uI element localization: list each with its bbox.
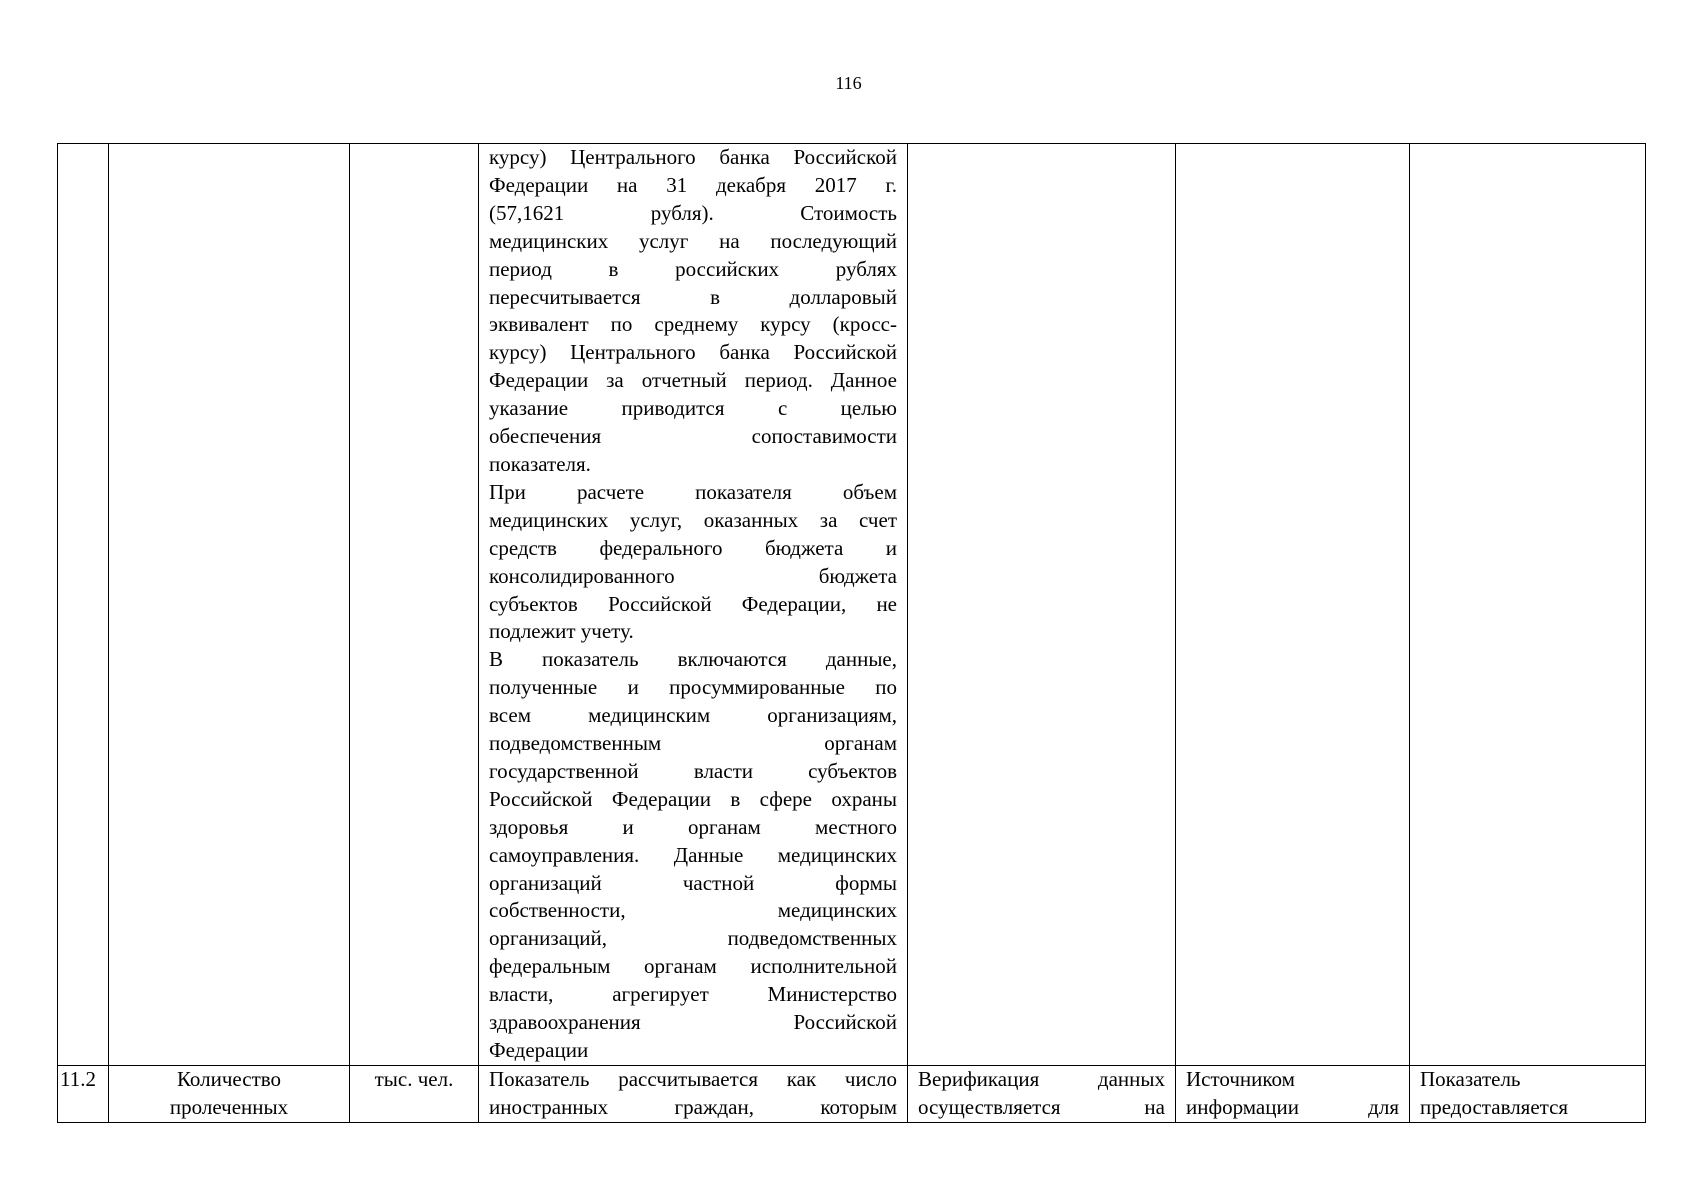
verification-line-1: Верификация данных: [918, 1066, 1165, 1091]
cell-source: [1176, 1065, 1410, 1122]
page-number: 116: [835, 73, 862, 93]
cell-verification: [908, 1065, 1176, 1122]
name-line-1: Количество: [176, 1066, 282, 1091]
methodology-line-2: иностранных граждан, которым: [489, 1094, 897, 1119]
cell-number: [58, 1065, 109, 1122]
methodology-line: организаций частной формы: [489, 870, 897, 895]
methodology-line: консолидированного бюджета: [489, 563, 897, 588]
cell-unit-continued: [350, 144, 479, 1066]
methodology-line: самоуправления. Данные медицинских: [489, 842, 897, 867]
methodology-line: здоровья и органам местного: [489, 814, 897, 839]
cell-methodology: [479, 1065, 908, 1122]
cell-provision-continued: [1410, 144, 1646, 1066]
methodology-line: эквивалент по среднему курсу (кросс-: [489, 312, 897, 337]
name-line-2: пролеченных: [169, 1094, 289, 1119]
methodology-line: Федерации на 31 декабря 2017 г.: [489, 172, 897, 197]
cell-name: [109, 1065, 350, 1122]
methodology-line: собственности, медицинских: [489, 898, 897, 923]
methodology-line: подлежит учету.: [489, 619, 634, 644]
methodology-line: пересчитывается в долларовый: [489, 284, 897, 309]
methodology-line: Федерации: [489, 1038, 589, 1062]
methodology-line: Российской Федерации в сфере охраны: [489, 786, 897, 811]
methodology-line: курсу) Центрального банка Российской: [489, 340, 897, 365]
methodology-line: медицинских услуг, оказанных за счет: [489, 507, 897, 532]
methodology-line-1: Показатель рассчитывается как число: [489, 1066, 897, 1091]
methodology-line: Федерации за отчетный период. Данное: [489, 368, 897, 393]
cell-source-continued: [1176, 144, 1410, 1066]
methodology-line: курсу) Центрального банка Российской: [489, 145, 897, 169]
table-row-continued: [58, 144, 1646, 1066]
methodology-line: субъектов Российской Федерации, не: [489, 591, 897, 616]
cell-verification-continued: [908, 144, 1176, 1066]
methodology-line: (57,1621 рубля). Стоимость: [489, 200, 897, 225]
methodology-line: государственной власти субъектов: [489, 758, 897, 783]
cell-methodology-continued: [479, 144, 908, 1066]
methodology-line: показателя.: [489, 451, 591, 476]
cell-unit: [350, 1065, 479, 1122]
indicator-table: [57, 143, 1646, 1123]
methodology-line: федеральным органам исполнительной: [489, 954, 897, 979]
table-row-11-2: [58, 1065, 1646, 1122]
methodology-line: медицинских услуг на последующий: [489, 228, 897, 253]
cell-name-continued: [109, 144, 350, 1066]
cell-provision: [1410, 1065, 1646, 1122]
methodology-line: здравоохранения Российской: [489, 1010, 897, 1035]
methodology-line: подведомственным органам: [489, 731, 897, 756]
unit-label: тыс. чел.: [374, 1066, 454, 1091]
cell-number-continued: [58, 144, 109, 1066]
methodology-line: обеспечения сопоставимости: [489, 424, 897, 449]
methodology-text: [489, 144, 897, 1065]
methodology-line: указание приводится с целью: [489, 396, 897, 421]
methodology-line: В показатель включаются данные,: [489, 647, 897, 672]
methodology-line: всем медицинским организациям,: [489, 703, 897, 728]
row-number: 11.2: [60, 1066, 96, 1091]
methodology-line: полученные и просуммированные по: [489, 675, 897, 700]
methodology-line: организаций, подведомственных: [489, 926, 897, 951]
verification-line-2: осуществляется на: [918, 1094, 1165, 1119]
methodology-line: При расчете показателя объем: [489, 479, 897, 504]
provision-line-2: предоставляется: [1420, 1094, 1569, 1119]
source-line-2: информации для: [1186, 1094, 1399, 1119]
source-line-1: Источником: [1186, 1066, 1295, 1091]
methodology-line: власти, агрегирует Министерство: [489, 982, 897, 1007]
provision-line-1: Показатель: [1420, 1066, 1521, 1091]
methodology-line: средств федерального бюджета и: [489, 535, 897, 560]
methodology-line: период в российских рублях: [489, 256, 897, 281]
